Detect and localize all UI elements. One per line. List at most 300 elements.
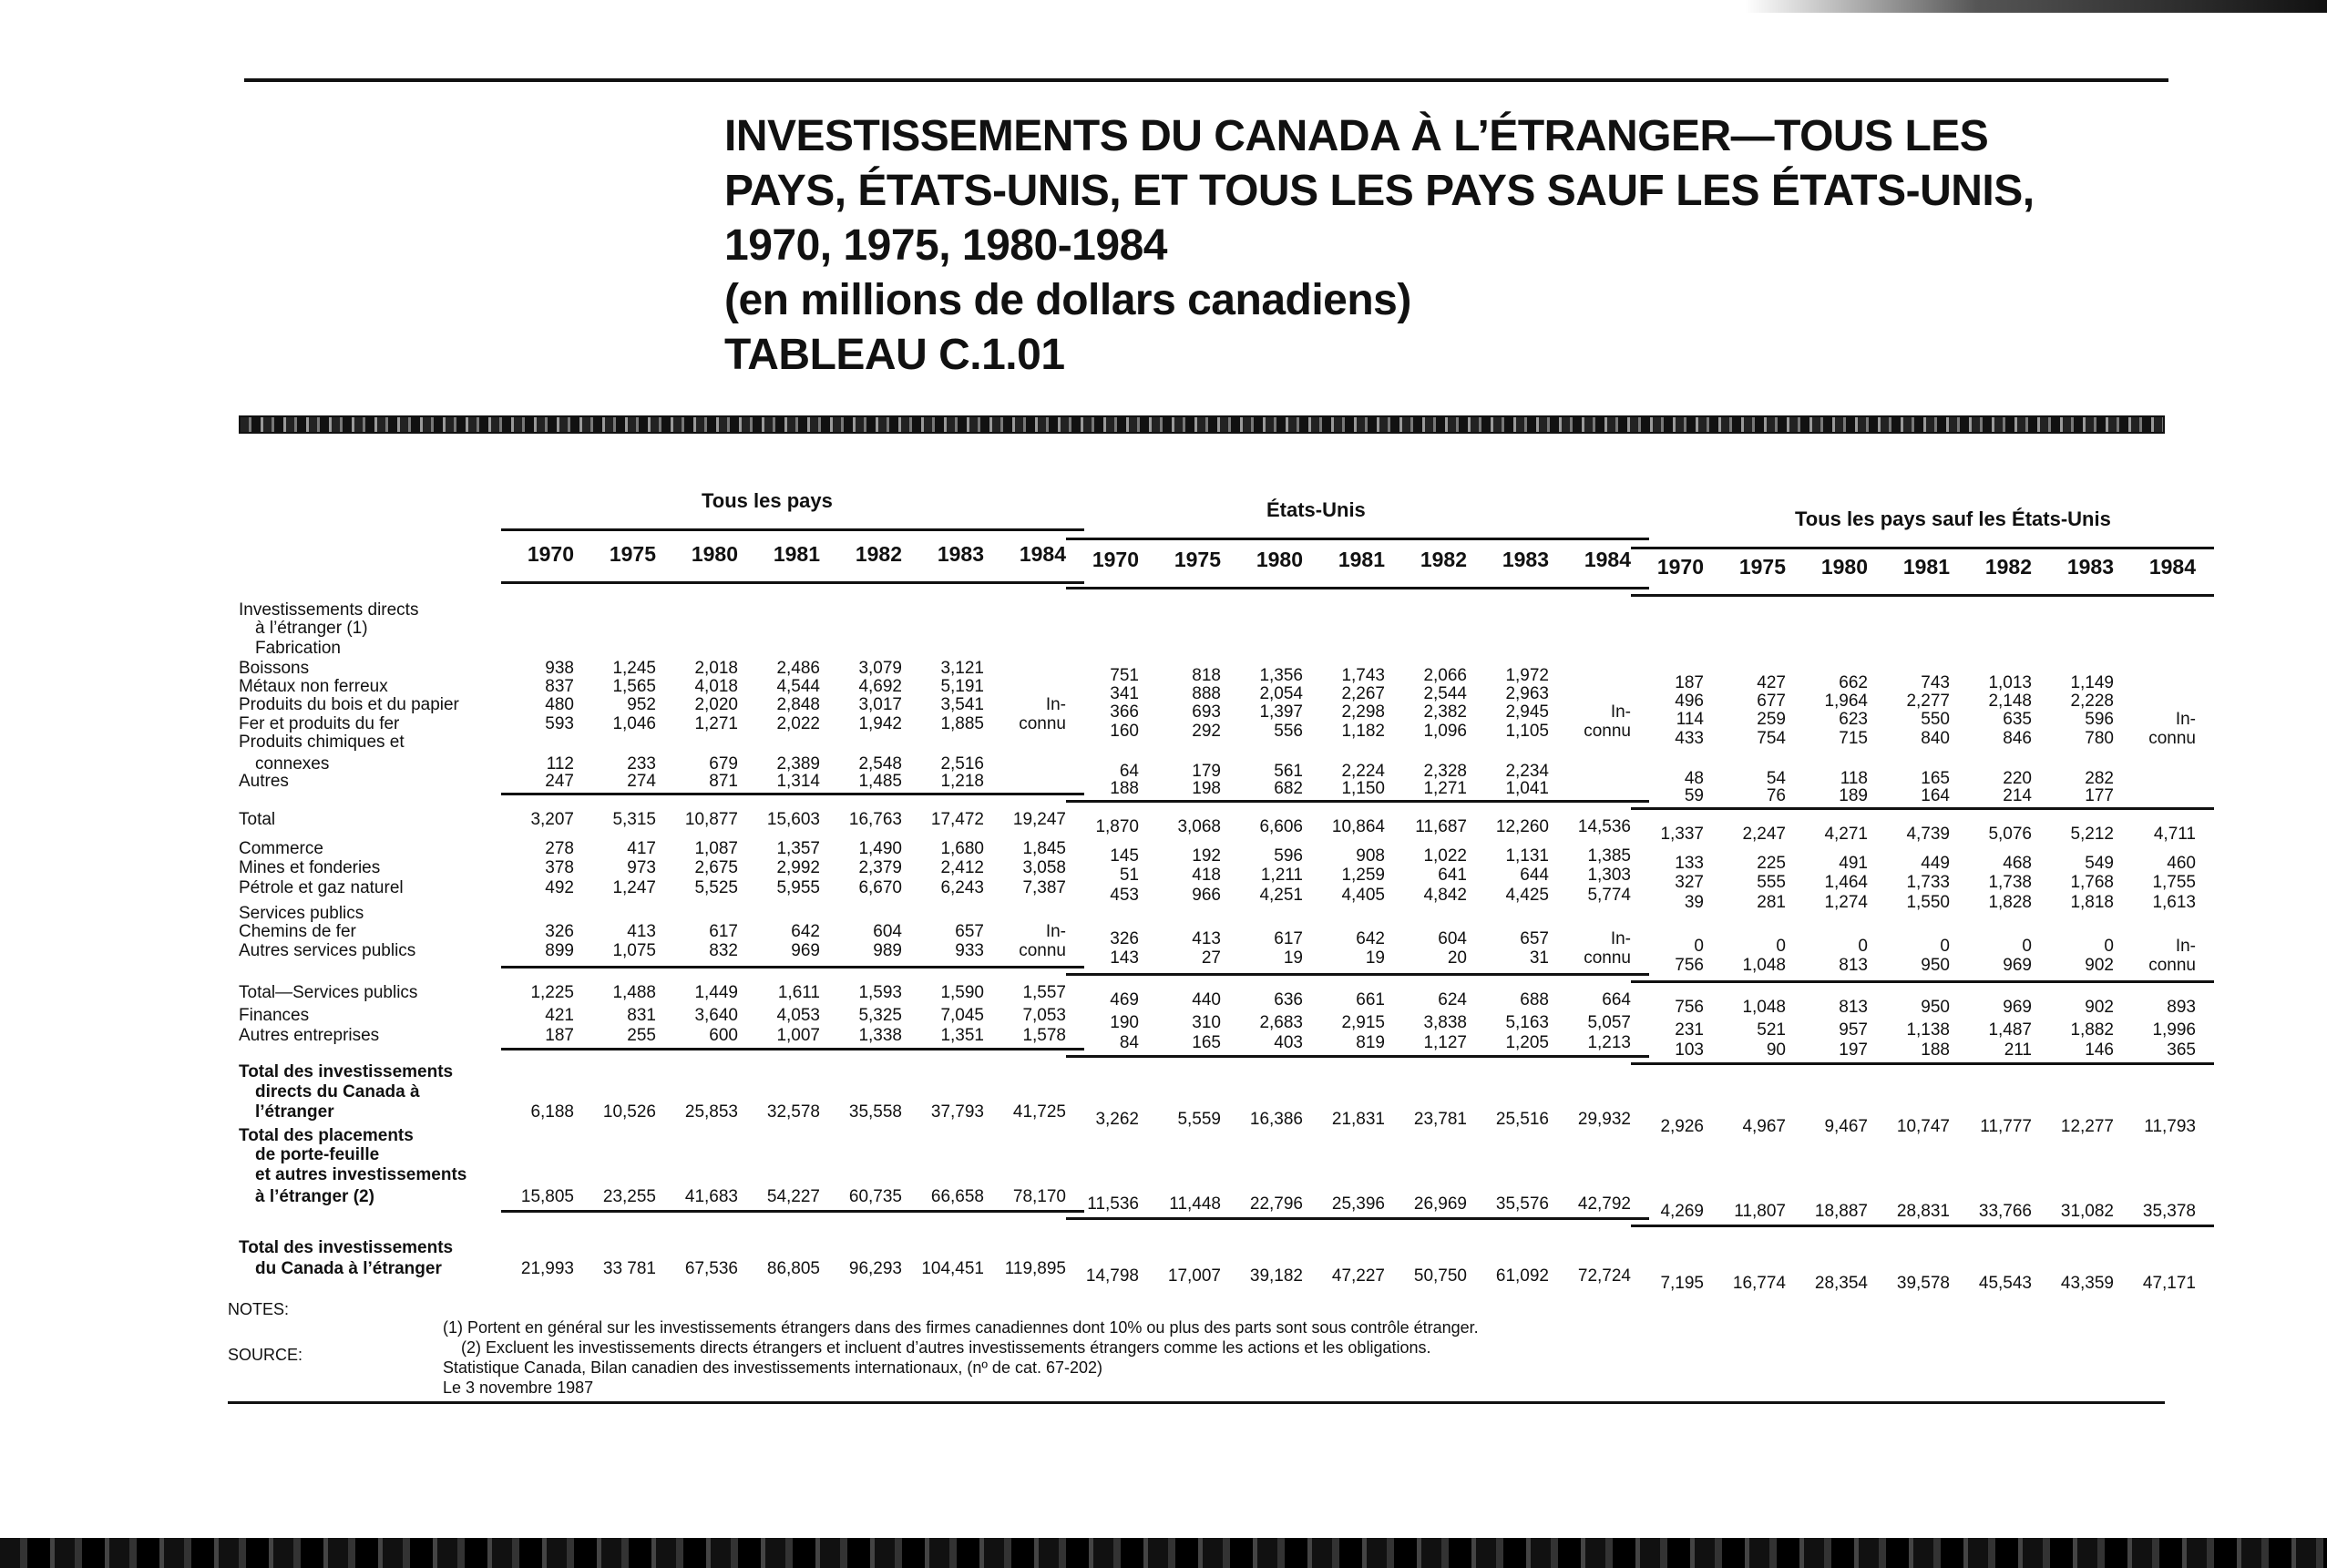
table-cell: 1,613 (2152, 893, 2196, 912)
table-cell: 16,774 (1732, 1274, 1786, 1293)
table-cell: 950 (1921, 998, 1950, 1017)
table-cell: 1,075 (612, 941, 656, 960)
table-cell: 3,207 (530, 810, 574, 829)
table-cell: 1,211 (1260, 866, 1303, 885)
table-cell: 2,018 (694, 659, 738, 678)
table-cell: 491 (1839, 854, 1868, 873)
decorative-band (239, 415, 2165, 434)
year-header: 1980 (691, 542, 738, 566)
table-cell: 636 (1274, 990, 1303, 1009)
subtotal-rule (1631, 1062, 2214, 1065)
table-cell: 5,559 (1177, 1110, 1221, 1129)
table-cell: 661 (1356, 990, 1385, 1009)
table-cell: 2,066 (1423, 666, 1467, 685)
table-cell: 76 (1766, 786, 1786, 805)
table-cell: 23,255 (602, 1187, 656, 1206)
table-cell: 4,018 (694, 677, 738, 696)
table-cell: 617 (709, 922, 738, 941)
table-cell: 14,536 (1577, 817, 1631, 836)
table-cell: 832 (709, 941, 738, 960)
table-cell: 938 (545, 659, 574, 678)
table-cell: 72,724 (1577, 1266, 1631, 1286)
table-cell: 1,818 (2070, 893, 2114, 912)
table-cell: 2,548 (858, 754, 902, 774)
year-header: 1980 (1820, 555, 1868, 579)
table-cell: 41,683 (684, 1187, 738, 1206)
table-cell: 378 (545, 858, 574, 877)
table-cell: 187 (1675, 673, 1704, 692)
year-header: 1970 (527, 542, 574, 566)
table-cell: 18,887 (1814, 1202, 1868, 1221)
table-cell: 492 (545, 878, 574, 897)
table-cell: 950 (1921, 956, 1950, 975)
table-cell: 2,544 (1423, 684, 1467, 703)
table-cell: 1,449 (694, 983, 738, 1002)
table-cell: 9,467 (1824, 1117, 1868, 1136)
table-cell: 366 (1110, 702, 1139, 722)
table-cell: 22,796 (1249, 1194, 1303, 1214)
table-cell: 4,053 (776, 1006, 820, 1025)
year-header: 1975 (609, 542, 656, 566)
table-cell: 50,750 (1413, 1266, 1467, 1286)
row-label: et autres investissements (255, 1165, 467, 1184)
year-header: 1982 (855, 542, 902, 566)
year-header: 1982 (1420, 548, 1467, 571)
table-cell: 1,397 (1259, 702, 1303, 722)
table-cell: 1,225 (530, 983, 574, 1002)
table-cell: 751 (1110, 666, 1139, 685)
table-cell: 1,611 (777, 983, 820, 1002)
year-underline (1066, 587, 1649, 589)
table-cell: 233 (627, 754, 656, 774)
row-label: à l’étranger (1) (255, 619, 368, 638)
table-cell: 1,755 (2152, 873, 2196, 892)
table-cell: 933 (955, 941, 984, 960)
table-cell: 32,578 (766, 1102, 820, 1122)
table-cell: 1,271 (694, 714, 738, 733)
table-cell: connu (2148, 956, 2196, 975)
table-cell: 11,807 (1734, 1202, 1786, 1221)
table-cell: 1,213 (1587, 1033, 1631, 1052)
table-cell: 11,448 (1169, 1194, 1221, 1214)
table-cell: 4,711 (2153, 825, 2196, 844)
table-cell: 2,382 (1423, 702, 1467, 722)
table-cell: connu (2148, 729, 2196, 748)
table-cell: 0 (1776, 937, 1786, 956)
table-cell: 29,932 (1577, 1110, 1631, 1129)
table-cell: 5,774 (1587, 886, 1631, 905)
table-cell: 2,915 (1341, 1013, 1385, 1032)
table-cell: 19,247 (1012, 810, 1066, 829)
group-underline (501, 528, 1084, 531)
table-cell: 2,945 (1505, 702, 1549, 722)
table-cell: 31 (1529, 948, 1549, 968)
table-cell: 2,379 (858, 858, 902, 877)
table-cell: 3,017 (858, 695, 902, 714)
table-cell: 1,942 (858, 714, 902, 733)
row-label: à l’étranger (2) (255, 1187, 374, 1206)
table-cell: 1,022 (1423, 846, 1467, 866)
table-cell: 2,328 (1423, 762, 1467, 781)
table-cell: 41,725 (1012, 1102, 1066, 1122)
row-label: directs du Canada à (255, 1082, 420, 1102)
table-cell: 1,768 (2070, 873, 2114, 892)
subtotal-rule (1066, 973, 1649, 976)
table-cell: 15,805 (520, 1187, 574, 1206)
table-cell: 1,828 (1988, 893, 2032, 912)
table-cell: 1,013 (1988, 673, 2032, 692)
table-cell: 365 (2167, 1040, 2196, 1060)
row-label: Produits chimiques et (239, 733, 405, 752)
table-cell: 61,092 (1495, 1266, 1549, 1286)
table-cell: 1,046 (612, 714, 656, 733)
table-cell: 1,733 (1906, 873, 1950, 892)
group-title: Tous les pays sauf les États-Unis (1795, 507, 2111, 530)
table-cell: 1,870 (1095, 817, 1139, 836)
table-cell: 642 (791, 922, 820, 941)
row-label: Total des placements (239, 1126, 414, 1145)
table-cell: 0 (1858, 937, 1868, 956)
table-cell: 1,557 (1022, 983, 1066, 1002)
table-cell: 2,412 (940, 858, 984, 877)
table-cell: 0 (2104, 937, 2114, 956)
table-cell: 27 (1201, 948, 1221, 968)
table-cell: 1,138 (1906, 1020, 1950, 1040)
table-cell: 561 (1274, 762, 1303, 781)
table-cell: 641 (1438, 866, 1467, 885)
table-cell: 292 (1192, 722, 1221, 741)
subtotal-rule (501, 1048, 1084, 1050)
table-cell: 165 (1921, 769, 1950, 788)
row-label: Mines et fonderies (239, 858, 381, 877)
year-underline (501, 581, 1084, 584)
table-cell: connu (1019, 714, 1066, 733)
table-cell: 2,963 (1505, 684, 1549, 703)
table-cell: 103 (1675, 1040, 1704, 1060)
row-label: Chemins de fer (239, 922, 356, 941)
table-cell: 657 (1520, 929, 1549, 948)
table-cell: connu (1584, 722, 1631, 741)
table-cell: 5,325 (858, 1006, 902, 1025)
table-cell: 5,191 (940, 677, 984, 696)
table-cell: 1,338 (858, 1026, 902, 1045)
row-label: Total (239, 810, 276, 829)
table-cell: 177 (2085, 786, 2114, 805)
table-cell: 11,793 (2144, 1117, 2196, 1136)
table-cell: 1,356 (1259, 666, 1303, 685)
year-header: 1970 (1092, 548, 1139, 571)
table-cell: 973 (627, 858, 656, 877)
table-cell: 4,405 (1341, 886, 1385, 905)
table-cell: 60,735 (848, 1187, 902, 1206)
table-cell: 756 (1675, 956, 1704, 975)
table-cell: 10,864 (1331, 817, 1385, 836)
table-cell: 1,385 (1587, 846, 1631, 866)
table-cell: 11,687 (1415, 817, 1467, 836)
table-cell: 1,882 (2070, 1020, 2114, 1040)
table-cell: 1,464 (1824, 873, 1868, 892)
subtotal-rule (1066, 1217, 1649, 1220)
table-cell: 187 (545, 1026, 574, 1045)
table-cell: 66,658 (930, 1187, 984, 1206)
table-cell: 10,526 (602, 1102, 656, 1122)
table-cell: 179 (1192, 762, 1221, 781)
year-header: 1983 (2066, 555, 2114, 579)
table-cell: 45,543 (1978, 1274, 2032, 1293)
table-cell: 1,274 (1824, 893, 1868, 912)
table-cell: 756 (1675, 998, 1704, 1017)
table-cell: 1,964 (1824, 692, 1868, 711)
table-cell: 624 (1438, 990, 1467, 1009)
table-cell: 819 (1356, 1033, 1385, 1052)
table-cell: connu (1584, 948, 1631, 968)
subtotal-rule (501, 793, 1084, 795)
table-cell: 281 (1757, 893, 1786, 912)
table-cell: 1,150 (1341, 779, 1385, 798)
table-cell: 37,793 (930, 1102, 984, 1122)
table-cell: 47,171 (2142, 1274, 2196, 1293)
source-label: SOURCE: (228, 1346, 303, 1364)
subtotal-rule (501, 966, 1084, 968)
table-cell: 67,536 (684, 1259, 738, 1278)
table-cell: 550 (1921, 710, 1950, 729)
table-cell: 2,298 (1341, 702, 1385, 722)
table-cell: 679 (709, 754, 738, 774)
table-cell: 5,955 (776, 878, 820, 897)
table-cell: 1,743 (1341, 666, 1385, 685)
table-cell: 403 (1274, 1033, 1303, 1052)
table-cell: 496 (1675, 692, 1704, 711)
table-cell: 5,315 (612, 810, 656, 829)
table-cell: 1,845 (1022, 839, 1066, 858)
table-cell: 104,451 (921, 1259, 984, 1278)
table-cell: connu (1019, 941, 1066, 960)
notes-label: NOTES: (228, 1300, 290, 1318)
table-cell: 4,271 (1824, 825, 1868, 844)
table-cell: 247 (545, 772, 574, 791)
table-cell: 1,490 (858, 839, 902, 858)
table-cell: 28,831 (1896, 1202, 1950, 1221)
table-cell: 831 (627, 1006, 656, 1025)
source-text: Statistique Canada, Bilan canadien des investissements internationaux, (nº de cat. 67-202) (443, 1358, 1103, 1377)
table-cell: 1,590 (940, 983, 984, 1002)
table-cell: 908 (1356, 846, 1385, 866)
table-cell: 7,053 (1022, 1006, 1066, 1025)
table-cell: 11,536 (1087, 1194, 1139, 1214)
table-cell: 21,993 (520, 1259, 574, 1278)
group-underline (1631, 547, 2214, 549)
table-cell: 818 (1192, 666, 1221, 685)
table-cell: 1,680 (940, 839, 984, 858)
document-title (724, 109, 2182, 383)
table-cell: 957 (1839, 1020, 1868, 1040)
table-cell: 96,293 (848, 1259, 902, 1278)
table-cell: 2,675 (694, 858, 738, 877)
row-label: Autres entreprises (239, 1026, 380, 1045)
table-cell: 840 (1921, 729, 1950, 748)
table-cell: 902 (2085, 998, 2114, 1017)
table-cell: 188 (1110, 779, 1139, 798)
table-cell: 133 (1675, 854, 1704, 873)
table-cell: 549 (2085, 854, 2114, 873)
table-cell: 1,351 (940, 1026, 984, 1045)
table-cell: 190 (1110, 1013, 1139, 1032)
table-cell: 6,243 (940, 878, 984, 897)
table-cell: 4,967 (1742, 1117, 1786, 1136)
title-line-3: 1970, 1975, 1980-1984 (724, 221, 1167, 270)
table-cell: 165 (1192, 1033, 1221, 1052)
table-cell: 2,234 (1505, 762, 1549, 781)
table-cell: 282 (2085, 769, 2114, 788)
table-cell: 54 (1766, 769, 1786, 788)
table-cell: 1,738 (1988, 873, 2032, 892)
table-cell: 1,488 (612, 983, 656, 1002)
top-rule (244, 78, 2168, 82)
table-cell: 2,848 (776, 695, 820, 714)
table-cell: 677 (1757, 692, 1786, 711)
row-label: Métaux non ferreux (239, 677, 388, 696)
table-cell: 1,487 (1988, 1020, 2032, 1040)
table-cell: 197 (1839, 1040, 1868, 1060)
table-cell: 617 (1274, 929, 1303, 948)
table-cell: 33 781 (602, 1259, 656, 1278)
table-cell: 888 (1192, 684, 1221, 703)
table-cell: 39,578 (1896, 1274, 1950, 1293)
table-cell: 189 (1839, 786, 1868, 805)
table-cell: 1,485 (858, 772, 902, 791)
subtotal-rule (1631, 807, 2214, 810)
group-underline (1066, 538, 1649, 540)
subtotal-rule (501, 1210, 1084, 1213)
table-cell: 635 (2003, 710, 2032, 729)
table-cell: 5,076 (1988, 825, 2032, 844)
row-label: Fer et produits du fer (239, 714, 400, 733)
table-cell: 118 (1840, 769, 1868, 788)
table-cell: 3,262 (1095, 1110, 1139, 1129)
year-header: 1981 (1902, 555, 1950, 579)
table-cell: 1,314 (776, 772, 820, 791)
table-cell: 0 (1694, 937, 1704, 956)
table-cell: 813 (1839, 998, 1868, 1017)
table-cell: 813 (1839, 956, 1868, 975)
year-header: 1980 (1256, 548, 1303, 571)
table-cell: 1,271 (1423, 779, 1467, 798)
table-cell: 31,082 (2060, 1202, 2114, 1221)
table-cell: 413 (627, 922, 656, 941)
table-cell: 1,303 (1587, 866, 1631, 885)
table-cell: 43,359 (2060, 1274, 2114, 1293)
table-cell: 188 (1921, 1040, 1950, 1060)
year-header: 1975 (1738, 555, 1786, 579)
row-label: Fabrication (255, 639, 341, 658)
row-label: Produits du bois et du papier (239, 695, 459, 714)
table-cell: 1,127 (1423, 1033, 1467, 1052)
row-label: Boissons (239, 659, 310, 678)
row-label: Finances (239, 1006, 310, 1025)
table-cell: 25,853 (684, 1102, 738, 1122)
table-cell: 255 (627, 1026, 656, 1045)
table-cell: 10,747 (1896, 1117, 1950, 1136)
year-underline (1631, 594, 2214, 597)
table-cell: 7,045 (940, 1006, 984, 1025)
row-label: l’étranger (255, 1102, 334, 1122)
table-cell: 2,247 (1742, 825, 1786, 844)
table-cell: 1,048 (1742, 956, 1786, 975)
table-cell: 1,182 (1341, 722, 1385, 741)
table-cell: 433 (1675, 729, 1704, 748)
row-label: Services publics (239, 904, 364, 923)
table-cell: 780 (2085, 729, 2114, 748)
row-label: de porte-feuille (255, 1145, 380, 1164)
table-cell: 4,739 (1906, 825, 1950, 844)
table-cell: 418 (1192, 866, 1221, 885)
table-cell: 1,048 (1742, 998, 1786, 1017)
table-cell: 278 (545, 839, 574, 858)
table-cell: 11,777 (1980, 1117, 2032, 1136)
table-cell: 2,054 (1259, 684, 1303, 703)
table-cell: 604 (1438, 929, 1467, 948)
year-header: 1981 (1338, 548, 1385, 571)
table-cell: 225 (1757, 854, 1786, 873)
table-cell: 21,831 (1331, 1110, 1385, 1129)
table-cell: 657 (955, 922, 984, 941)
row-label: connexes (255, 754, 330, 774)
table-cell: 421 (545, 1006, 574, 1025)
table-cell: 417 (627, 839, 656, 858)
table-cell: 556 (1274, 722, 1303, 741)
group-title: États-Unis (1266, 498, 1366, 521)
table-cell: 35,576 (1495, 1194, 1549, 1214)
table-cell: 469 (1110, 990, 1139, 1009)
table-cell: 2,683 (1259, 1013, 1303, 1032)
table-cell: 274 (627, 772, 656, 791)
table-cell: 6,606 (1259, 817, 1303, 836)
table-cell: 969 (2003, 956, 2032, 975)
year-header: 1983 (1502, 548, 1549, 571)
table-cell: 0 (1940, 937, 1950, 956)
row-label: Commerce (239, 839, 323, 858)
table-cell: 902 (2085, 956, 2114, 975)
table-cell: 1,565 (612, 677, 656, 696)
table-cell: 3,838 (1423, 1013, 1467, 1032)
table-cell: 644 (1520, 866, 1549, 885)
table-cell: In- (1610, 929, 1631, 948)
table-cell: 12,277 (2060, 1117, 2114, 1136)
note-2: (2) Excluent les investissements directs étrangers et incluent d’autres investissements étrangers comme les actions et les obligations. (461, 1338, 1431, 1357)
table-cell: 3,640 (694, 1006, 738, 1025)
table-cell: 16,386 (1249, 1110, 1303, 1129)
table-cell: 192 (1192, 846, 1221, 866)
table-cell: 846 (2003, 729, 2032, 748)
year-header: 1984 (1584, 548, 1631, 571)
table-cell: 1,105 (1505, 722, 1549, 741)
table-cell: 1,996 (2152, 1020, 2196, 1040)
table-cell: 3,121 (940, 659, 984, 678)
subtotal-rule (1066, 800, 1649, 803)
table-cell: 12,260 (1495, 817, 1549, 836)
scan-top-edge (0, 0, 2327, 13)
table-cell: 39,182 (1249, 1266, 1303, 1286)
table-cell: 59 (1684, 786, 1704, 805)
table-cell: 3,541 (940, 695, 984, 714)
table-cell: 145 (1110, 846, 1139, 866)
table-cell: 1,096 (1423, 722, 1467, 741)
table-cell: 1,149 (2070, 673, 2114, 692)
table-cell: 642 (1356, 929, 1385, 948)
table-cell: 310 (1192, 1013, 1221, 1032)
table-cell: 664 (1602, 990, 1631, 1009)
table-cell: 42,792 (1577, 1194, 1631, 1214)
